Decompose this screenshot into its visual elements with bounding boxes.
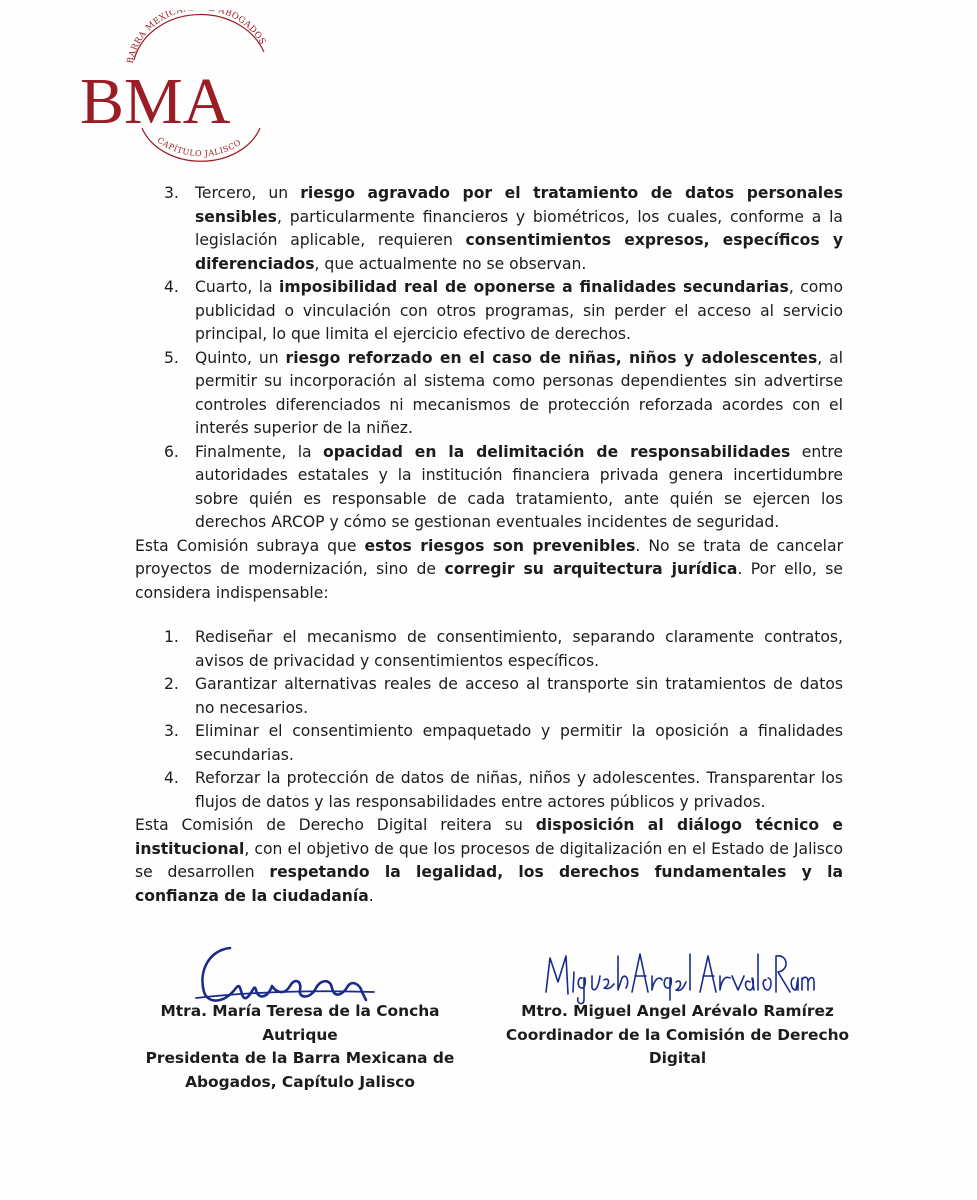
text-run: Quinto, un xyxy=(195,348,286,367)
list-item xyxy=(135,182,843,276)
text-run: , como publicidad o vinculación con otros programas, sin perder el acceso al servicio principal, lo que limita el ejercicio efectivo de derechos. xyxy=(195,278,843,343)
bold-text: respetando la legalidad, los derechos fundamentales y la confianza de la ciudadanía xyxy=(135,863,843,905)
logo-arc-bottom-text: CAPÍTULO JALISCO xyxy=(155,135,243,159)
bold-text: opacidad en la delimitación de responsabilidades xyxy=(323,442,791,461)
list-item xyxy=(135,276,843,347)
list-item-number: 3. xyxy=(164,722,179,740)
bma-logo xyxy=(72,10,292,170)
text-run: , que actualmente no se observan. xyxy=(314,254,587,273)
signatory-left-name: Mtra. María Teresa de la Concha xyxy=(160,1002,440,1020)
paragraph-dialogue xyxy=(135,814,843,908)
signatory-left-name-cont: Autrique xyxy=(262,1025,338,1044)
list-item xyxy=(135,673,843,720)
signatory-left xyxy=(140,1000,460,1094)
text-run: , con el objetivo de que los procesos de digitalización en el Estado de Jalisco se desarrollen xyxy=(135,839,843,881)
signature-right xyxy=(540,948,820,1006)
bold-text: imposibilidad real de oponerse a finalidades secundarias xyxy=(278,278,789,296)
paragraph-prevention xyxy=(135,535,843,606)
logo-arc-top-text: BARRA MEXICA ABOGADOS xyxy=(125,10,268,65)
bold-text: riesgo reforzado en el caso de niñas, niños y adolescentes xyxy=(285,348,818,367)
bold-text: disposición al diálogo técnico e institucional xyxy=(135,816,843,858)
text-run: Rediseñar el mecanismo de consentimiento, separando claramente contratos, avisos de privacidad y consentimientos específicos. xyxy=(195,628,843,670)
list-item-number: 1. xyxy=(164,628,179,646)
list-item-number: 2. xyxy=(164,675,179,693)
text-run: Esta Comisión subraya que xyxy=(135,536,365,555)
text-run: Eliminar el consentimiento empaquetado y permitir la oposición a finalidades secundarias. xyxy=(195,722,843,764)
bold-text: corregir su arquitectura jurídica xyxy=(444,560,738,578)
bold-text: riesgo agravado por el tratamiento de datos personales sensibles xyxy=(195,184,843,226)
text-run: Garantizar alternativas reales de acceso al transporte sin tratamientos de datos no necesarios. xyxy=(195,675,843,717)
list-item xyxy=(135,720,843,767)
list-item-number: 6. xyxy=(164,442,179,461)
recommendations-list xyxy=(135,626,843,814)
text-run: entre autoridades estatales y la institución financiera privada genera incertidumbre sobre quién es responsable de cada tratamiento, ante quién se ejercen los derechos ARCOP y cómo se gestionan eventuales incidentes de seguridad. xyxy=(195,442,843,531)
bold-text: estos riesgos son prevenibles xyxy=(364,536,636,555)
bma-logo-graphic xyxy=(72,10,292,170)
text-run: , al permitir su incorporación al sistema como personas dependientes sin advertirse controles diferenciados ni mecanismos de protección reforzada acordes con el interés superior de la niñez. xyxy=(195,348,843,437)
signatory-right xyxy=(505,1000,850,1071)
text-run: . xyxy=(368,886,374,905)
list-item-number: 3. xyxy=(164,184,179,202)
list-item-number: 4. xyxy=(164,769,179,787)
list-item xyxy=(135,767,843,814)
text-run: Esta Comisión de Derecho Digital reitera su xyxy=(135,816,536,834)
signatory-right-title: Coordinador de la Comisión de Derecho xyxy=(505,1025,850,1044)
text-run: Finalmente, la xyxy=(195,442,324,461)
list-item xyxy=(135,441,843,535)
text-run: , particularmente financieros y biométricos, los cuales, conforme a la legislación aplicable, requieren xyxy=(195,207,843,249)
signatory-right-name: Mtro. Miguel Angel Arévalo Ramírez xyxy=(521,1002,834,1020)
list-item xyxy=(135,347,843,441)
risks-list xyxy=(135,182,843,535)
list-item-number: 5. xyxy=(164,348,179,367)
text-run: . Por ello, se considera indispensable: xyxy=(135,560,844,602)
logo-letters: BMA xyxy=(80,65,231,138)
text-run: Reforzar la protección de datos de niñas, niños y adolescentes. Transparentar los flujos de datos y las responsabilidades entre actores públicos y privados. xyxy=(195,769,843,811)
signatory-left-title: Presidenta de la Barra Mexicana de xyxy=(145,1049,455,1067)
text-run: Cuarto, la xyxy=(195,278,279,296)
signatory-right-title-cont: Digital xyxy=(648,1049,707,1067)
signatory-left-title-cont: Abogados, Capítulo Jalisco xyxy=(185,1072,415,1091)
list-item xyxy=(135,626,843,673)
text-run: . No se trata de cancelar proyectos de modernización, sino de xyxy=(135,536,843,578)
document-body xyxy=(135,182,843,908)
bold-text: consentimientos expresos, específicos y diferenciados xyxy=(195,231,843,273)
text-run: Tercero, un xyxy=(195,184,301,202)
list-item-number: 4. xyxy=(164,278,179,296)
